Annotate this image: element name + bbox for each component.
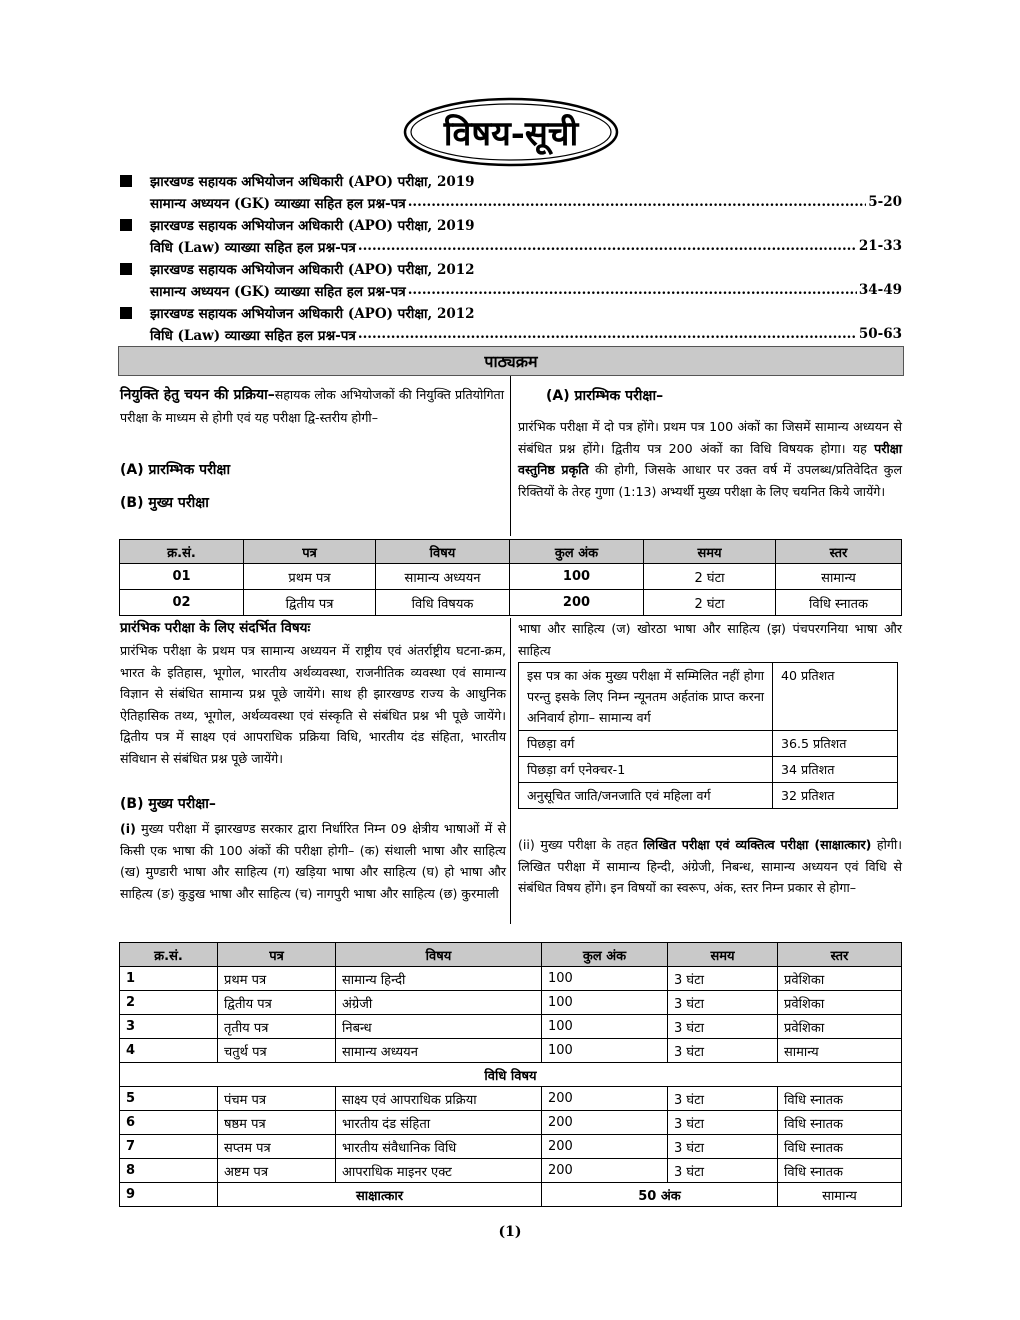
table-row: 8 अष्टम पत्र आपराधिक माइनर एक्ट 200 3 घंटा विधि स्नातक xyxy=(120,1159,902,1183)
prelim-label: (A) प्रारम्भिक परीक्षा xyxy=(120,462,231,478)
toc-item[interactable]: झारखण्ड सहायक अभियोजन अधिकारी (APO) परीक्षा, 2012 सामान्य अध्ययन (GK) व्याख्या सहित हल प्रश्न-पत्र ..... 34-49 xyxy=(120,260,904,304)
table-row: पिछड़ा वर्ग 36.5 प्रतिशत xyxy=(519,731,898,757)
main-exam-text: (i) मुख्य परीक्षा में झारखण्ड सरकार द्वारा निर्धारित निम्न 09 क्षेत्रीय भाषाओं में से किसी एक भाषा की 100 अंकों की परीक्षा होगी– (क) संथाली भाषा और साहित्य (ख) मुण्डारी भाषा और साहित्य (ग) खड़िया भाषा और साहित्य (घ) हो भाषा और साहित्य (ङ) कुडुख भाषा और साहित्य (च) नागपुरी भाषा और साहित्य (छ) कुरमाली xyxy=(120,821,506,901)
table-section-row: विधि विषय xyxy=(120,1063,902,1087)
table-row: अनुसूचित जाति/जनजाति एवं महिला वर्ग 32 प्रतिशत xyxy=(519,783,898,809)
prelim-table: क्र.सं. पत्र विषय कुल अंक समय स्तर 01 प्रथम पत्र सामान्य अध्ययन 100 2 घंटा सामान्य 02 द्वितीय पत्र विधि विषयक 200 2 घंटा विधि स्नातक xyxy=(119,539,902,616)
square-bullet-icon xyxy=(120,175,132,187)
table-row: पिछड़ा वर्ग एनेक्चर-1 34 प्रतिशत xyxy=(519,757,898,783)
main-label: (B) मुख्य परीक्षा xyxy=(120,495,209,511)
table-row: 4 चतुर्थ पत्र सामान्य अध्ययन 100 3 घंटा सामान्य xyxy=(120,1039,902,1063)
main-exam-heading: (B) मुख्य परीक्षा– xyxy=(120,796,216,812)
toc-item[interactable]: झारखण्ड सहायक अभियोजन अधिकारी (APO) परीक्षा, 2019 सामान्य अध्ययन (GK) व्याख्या सहित हल प्रश्न-पत्र ..... 5-20 xyxy=(120,172,904,216)
column-divider xyxy=(510,376,511,536)
table-row: 01 प्रथम पत्र सामान्य अध्ययन 100 2 घंटा सामान्य xyxy=(120,564,902,590)
languages-continued: भाषा और साहित्य (ज) खोरठा भाषा और साहित्य (झ) पंचपरगनिया भाषा और साहित्य xyxy=(518,621,902,658)
table-row: 02 द्वितीय पत्र विधि विषयक 200 2 घंटा विधि स्नातक xyxy=(120,590,902,616)
table-row: 1 प्रथम पत्र सामान्य हिन्दी 100 3 घंटा प्रवेशिका xyxy=(120,967,902,991)
prelim-subjects-text: प्रारंभिक परीक्षा के प्रथम पत्र सामान्य अध्ययन में राष्ट्रीय एवं अंतर्राष्ट्रीय घटना-क्रम, भारत के इतिहास, भूगोल, भारतीय अर्थव्यवस्था, राजनीतिक व्यवस्था एवं सामान्य विज्ञान से संबंधित सामान्य प्रश्न पूछे जायेंगे। साथ ही झारखण्ड राज्य के आधुनिक ऐतिहासिक तथ्य, भूगोल, अर्थव्यवस्था एवं संस्कृति से संबंधित प्रश्न भी पूछे जायेंगे। द्वितीय पत्र में साक्ष्य एवं आपराधिक प्रक्रिया विधि, भारतीय दंड संहिता, भारतीय संविधान से संबंधित प्रश्न पूछे जायेंगे। xyxy=(120,643,506,766)
toc-pages: 5-20 xyxy=(868,194,902,210)
square-bullet-icon xyxy=(120,263,132,275)
prelim-subjects-heading: प्रारंभिक परीक्षा के लिए संदर्भित विषयः xyxy=(120,620,311,636)
table-row: 7 सप्तम पत्र भारतीय संवैधानिक विधि 200 3 घंटा विधि स्नातक xyxy=(120,1135,902,1159)
main-exam-ii-text: (ii) मुख्य परीक्षा के तहत लिखित परीक्षा एवं व्यक्तित्व परीक्षा (साक्षात्कार) होगी। लिखित परीक्षा में सामान्य हिन्दी, अंग्रेजी, निबन्ध, सामान्य अध्ययन एवं विधि से संबंधित विषय होंगे। इन विषयों का स्वरूप, अंक, स्तर निम्न प्रकार से होगा– xyxy=(518,837,903,896)
page-title: विषय-सूची xyxy=(443,114,579,154)
selection-process: नियुक्ति हेतु चयन की प्रक्रिया–सहायक लोक अभियोजकों की नियुक्ति प्रतियोगिता परीक्षा के माध्यम से होगी एवं यह परीक्षा द्वि-स्तरीय होगी– xyxy=(120,387,504,425)
toc-pages: 21-33 xyxy=(858,238,902,254)
column-divider xyxy=(510,618,511,924)
toc-item[interactable]: झारखण्ड सहायक अभियोजन अधिकारी (APO) परीक्षा, 2019 विधि (Law) व्याख्या सहित हल प्रश्न-पत्र ..... 21-33 xyxy=(120,216,904,260)
table-row: 5 पंचम पत्र साक्ष्य एवं आपराधिक प्रक्रिया 200 3 घंटा विधि स्नातक xyxy=(120,1087,902,1111)
prelim-text: प्रारंभिक परीक्षा में दो पत्र होंगे। प्रथम पत्र 100 अंकों का जिसमें सामान्य अध्ययन से संबंधित प्रश्न होंगे। द्वितीय पत्र 200 अंकों का विधि विषयक होगा। यह परीक्षा वस्तुनिष्ठ प्रकृति की होगी, जिसके आधार पर उक्त वर्ष में उपलब्ध/प्रतिवेदित कुल रिक्तियों के तेरह गुणा (1:13) अभ्यर्थी मुख्य परीक्षा के लिए चयनित किये जायेंगे। xyxy=(518,419,902,499)
qualifying-marks-table xyxy=(518,662,898,809)
table-of-contents xyxy=(120,172,904,344)
page-number: (1) xyxy=(498,1224,522,1240)
toc-item[interactable]: झारखण्ड सहायक अभियोजन अधिकारी (APO) परीक्षा, 2012 विधि (Law) व्याख्या सहित हल प्रश्न-पत्र ..... 50-63 xyxy=(120,304,904,348)
main-exam-table: क्र.सं. पत्र विषय कुल अंक समय स्तर 1 प्रथम पत्र सामान्य हिन्दी 100 3 घंटा प्रवेशिका 2 द्वितीय पत्र अंग्रेजी 100 3 घंटा प्रवेशिका 3 तृतीय पत्र निबन्ध 100 3 घंटा प्रवेशिका 4 चतुर्थ पत्र सामान्य अध्ययन 100 3 घंटा सामान्य विधि विषय 5 पंचम पत्र साक्ष्य एवं आपराधिक प्रक्रिया 200 3 घंटा विधि स्नातक 6 षष्ठम पत्र भारतीय दंड संहिता 200 3 घंटा विधि स्नातक 7 सप्तम पत्र भारतीय संवैधानिक विधि 200 3 घंटा विधि स्नातक 8 अष्टम पत्र आपराधिक माइनर एक्ट 200 3 घंटा विधि स्नातक 9 साक्षात्कार 50 अंक सामान्य xyxy=(119,942,902,1207)
table-row: 6 षष्ठम पत्र भारतीय दंड संहिता 200 3 घंटा विधि स्नातक xyxy=(120,1111,902,1135)
toc-pages: 50-63 xyxy=(858,326,902,342)
prelim-heading: (A) प्रारम्भिक परीक्षा– xyxy=(546,388,664,404)
table-row: 2 द्वितीय पत्र अंग्रेजी 100 3 घंटा प्रवेशिका xyxy=(120,991,902,1015)
toc-pages: 34-49 xyxy=(858,282,902,298)
syllabus-banner: पाठ्यक्रम xyxy=(118,346,904,376)
square-bullet-icon xyxy=(120,219,132,231)
table-row: 9 साक्षात्कार 50 अंक सामान्य xyxy=(120,1183,902,1207)
square-bullet-icon xyxy=(120,307,132,319)
table-row: 3 तृतीय पत्र निबन्ध 100 3 घंटा प्रवेशिका xyxy=(120,1015,902,1039)
table-row: इस पत्र का अंक मुख्य परीक्षा में सम्मिलित नहीं होगा परन्तु इसके लिए निम्न न्यूनतम अर्हतांक प्राप्त करना अनिवार्य होगा– सामान्य वर्ग 40 प्रतिशत xyxy=(519,663,898,731)
title-badge xyxy=(402,96,620,168)
